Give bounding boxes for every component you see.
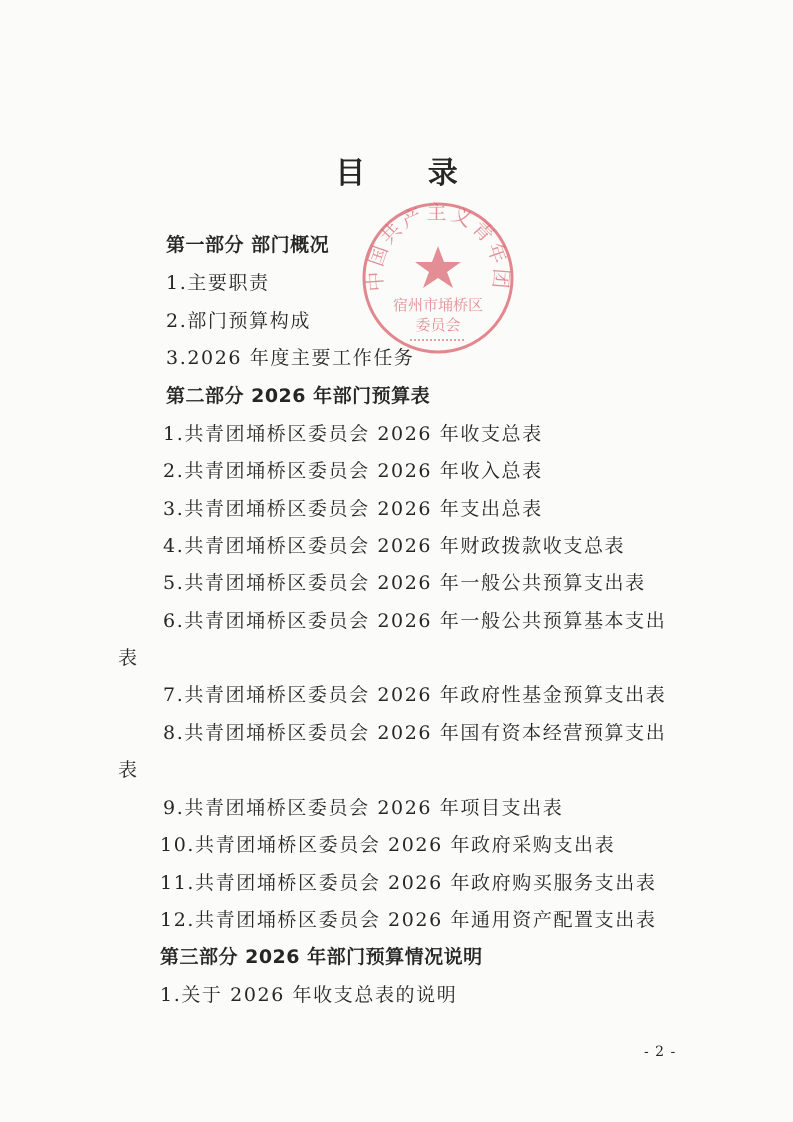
toc-item: 6.共青团埇桥区委员会 2026 年一般公共预算基本支出 [163, 610, 667, 632]
toc-item: 1.共青团埇桥区委员会 2026 年收支总表 [163, 423, 543, 445]
toc-item: 2.部门预算构成 [166, 310, 311, 332]
page-number: - 2 - [644, 1044, 677, 1060]
toc-item: 1.主要职责 [166, 272, 270, 294]
toc-item: 1.关于 2026 年收支总表的说明 [160, 984, 458, 1006]
page-title: 目 录 [335, 156, 484, 191]
toc-item: 4.共青团埇桥区委员会 2026 年财政拨款收支总表 [163, 535, 626, 557]
toc-item: 7.共青团埇桥区委员会 2026 年政府性基金预算支出表 [163, 684, 667, 706]
toc-item: 3.2026 年度主要工作任务 [166, 347, 415, 369]
toc-part2-heading: 第二部分 2026 年部门预算表 [166, 385, 431, 407]
toc-item: 8.共青团埇桥区委员会 2026 年国有资本经营预算支出 [163, 722, 667, 744]
toc-part1-heading: 第一部分 部门概况 [166, 234, 330, 256]
official-seal-stamp [358, 198, 518, 358]
toc-item: 12.共青团埇桥区委员会 2026 年通用资产配置支出表 [160, 909, 657, 931]
toc-item: 2.共青团埇桥区委员会 2026 年收入总表 [163, 460, 543, 482]
seal-arc-text: 中国共产主义青年团 [362, 200, 514, 293]
seal-inner-line1: 宿州市埇桥区 [392, 296, 484, 314]
toc-item: 5.共青团埇桥区委员会 2026 年一般公共预算支出表 [163, 572, 646, 594]
seal-inner-line2: 委员会 [415, 316, 461, 334]
toc-item: 9.共青团埇桥区委员会 2026 年项目支出表 [163, 797, 564, 819]
toc-item-continuation: 表 [118, 647, 139, 669]
toc-item: 10.共青团埇桥区委员会 2026 年政府采购支出表 [160, 834, 616, 856]
toc-part3-heading: 第三部分 2026 年部门预算情况说明 [160, 946, 483, 968]
toc-item: 3.共青团埇桥区委员会 2026 年支出总表 [163, 498, 543, 520]
toc-item: 11.共青团埇桥区委员会 2026 年政府购买服务支出表 [160, 872, 657, 894]
toc-item-continuation: 表 [118, 759, 139, 781]
